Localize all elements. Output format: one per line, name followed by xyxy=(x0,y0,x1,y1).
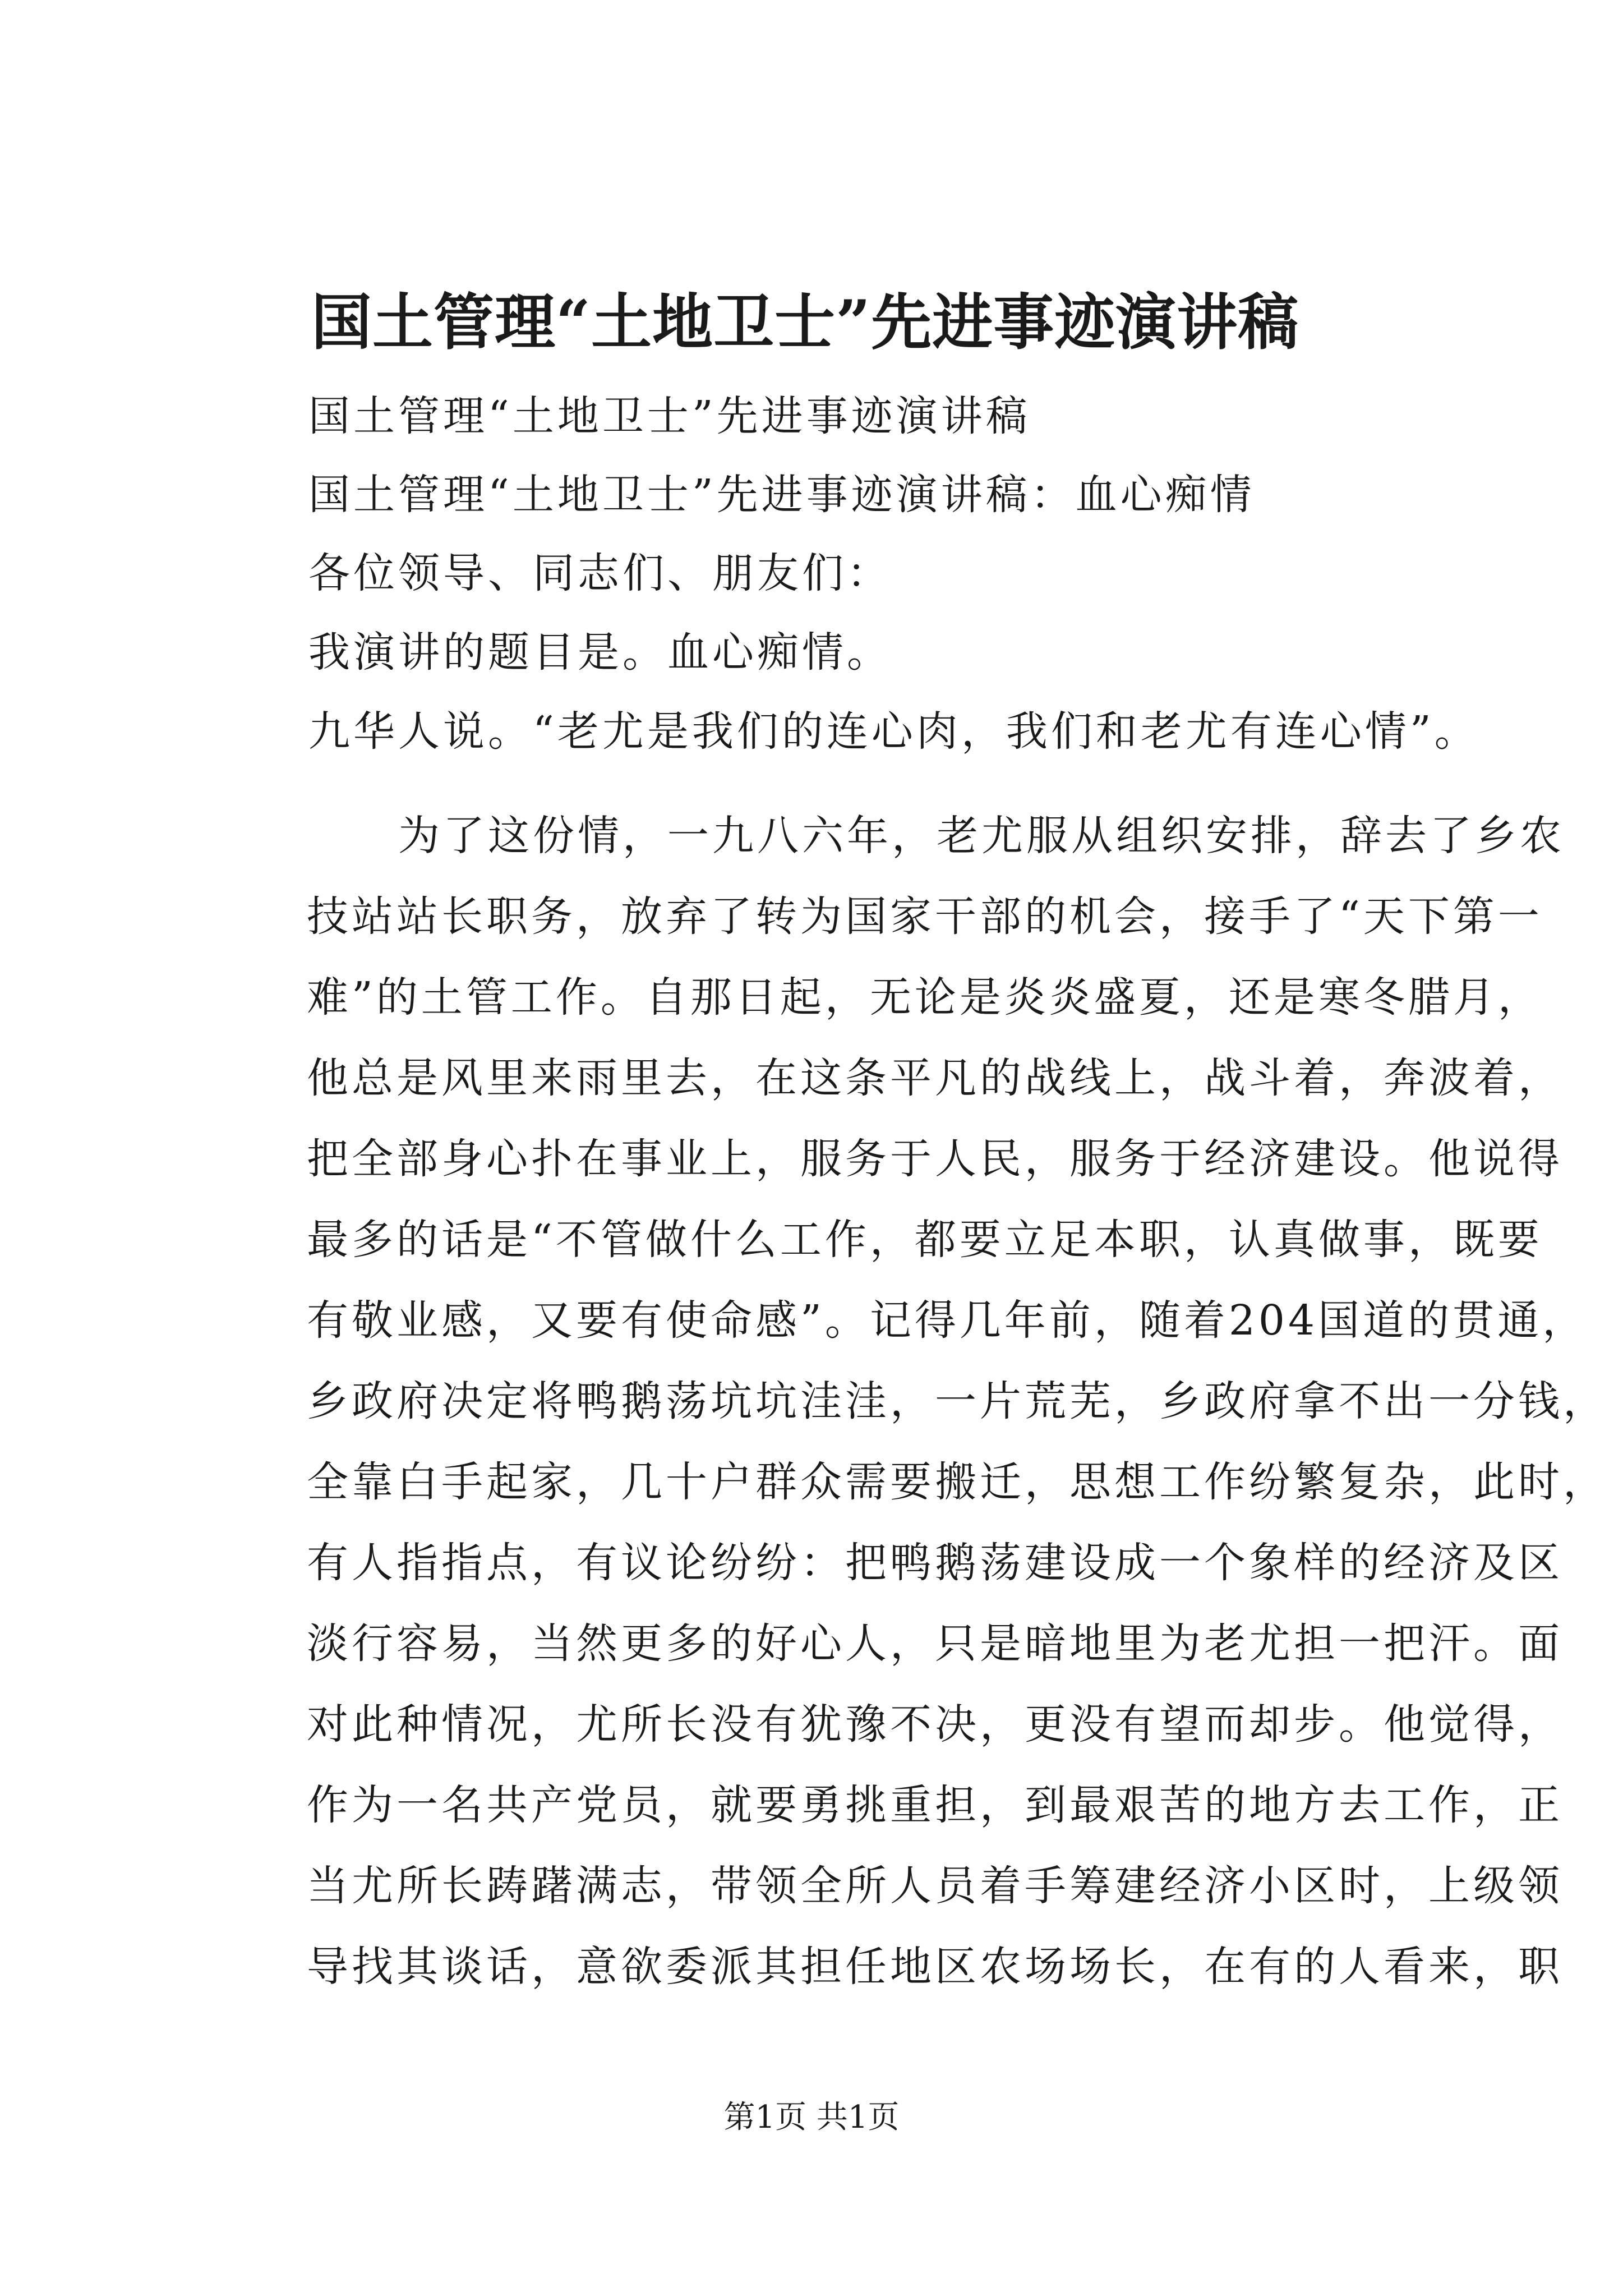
subtitle-line: 国土管理“土地卫士”先进事迹演讲稿 xyxy=(308,392,1031,440)
body-line: 技站站长职务，放弃了转为国家干部的机会，接手了“天下第一 xyxy=(307,892,1543,941)
document-title: 国土管理“土地卫士”先进事迹演讲稿 xyxy=(311,287,1299,358)
body-line: 对此种情况，尤所长没有犹豫不决，更没有望而却步。他觉得， xyxy=(307,1700,1563,1749)
subheading-line: 国土管理“土地卫士”先进事迹演讲稿：血心痴情 xyxy=(308,471,1255,519)
body-paragraph xyxy=(217,795,1608,2007)
page-footer: 第1页 共1页 xyxy=(723,2099,900,2136)
body-line: 淡行容易，当然更多的好心人，只是暗地里为老尤担一把汗。面 xyxy=(307,1619,1563,1668)
body-line: 有敬业感，又要有使命感”。记得几年前，随着204国道的贯通， xyxy=(307,1296,1588,1345)
body-line: 他总是风里来雨里去，在这条平凡的战线上，战斗着，奔波着， xyxy=(307,1054,1563,1102)
body-line: 全靠白手起家，几十户群众需要搬迁，思想工作纷繁复杂，此时， xyxy=(307,1458,1608,1506)
body-line: 有人指指点，有议论纷纷：把鸭鹅荡建设成一个象样的经济及区 xyxy=(307,1539,1563,1587)
body-line: 乡政府决定将鸭鹅荡坑坑洼洼，一片荒芜，乡政府拿不出一分钱， xyxy=(307,1377,1608,1425)
body-line: 难”的土管工作。自那日起，无论是炎炎盛夏，还是寒冬腊月， xyxy=(307,973,1543,1022)
quote-paragraph: 九华人说。“老尤是我们的连心肉，我们和老尤有连心情”。 xyxy=(308,707,1479,756)
salutation-line: 各位领导、同志们、朋友们： xyxy=(308,549,892,597)
body-line: 把全部身心扑在事业上，服务于人民，服务于经济建设。他说得 xyxy=(307,1135,1563,1183)
body-line: 最多的话是“不管做什么工作，都要立足本职，认真做事，既要 xyxy=(307,1216,1543,1264)
body-line: 当尤所长踌躇满志，带领全所人员着手筹建经济小区时，上级领 xyxy=(307,1862,1563,1910)
speech-topic-line: 我演讲的题目是。血心痴情。 xyxy=(308,628,892,677)
body-line: 作为一名共产党员，就要勇挑重担，到最艰苦的地方去工作，正 xyxy=(307,1781,1563,1829)
body-line: 导找其谈话，意欲委派其担任地区农场场长，在有的人看来，职 xyxy=(307,1943,1563,1991)
body-line: 为了这份情，一九八六年，老尤服从组织安排，辞去了乡农 xyxy=(398,812,1565,860)
